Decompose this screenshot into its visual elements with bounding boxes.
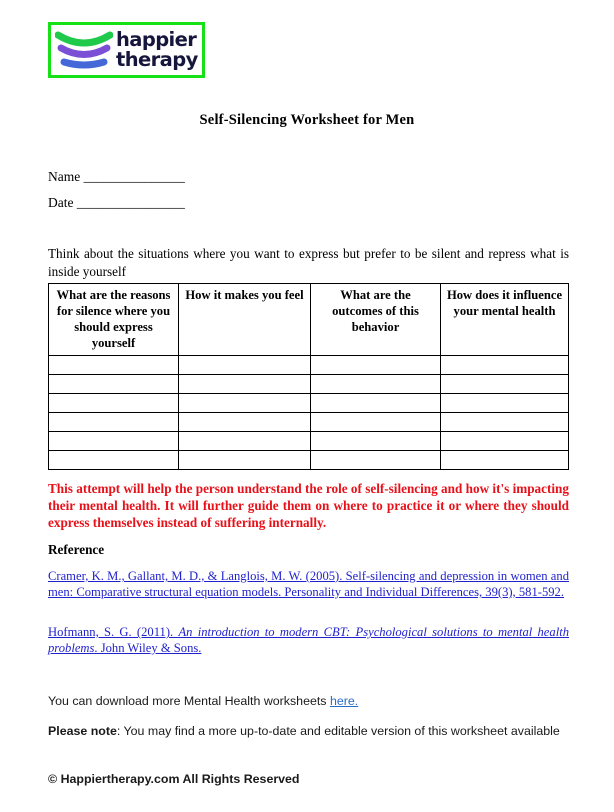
table-cell[interactable] <box>179 375 311 394</box>
name-field-line[interactable]: Name _______________ <box>48 169 185 184</box>
callout-paragraph: This attempt will help the person understand the role of self-silencing and how it's impacting their mental health. It will further guide them on where to practice it or where they should express themselves instead of suffering internally. <box>48 481 569 530</box>
table-header-health: How does it influence your mental health <box>441 284 569 356</box>
reference-heading: Reference <box>48 542 105 557</box>
table-row <box>49 432 569 451</box>
please-note-text: : You may find a more up-to-date and editable version of this worksheet available <box>116 724 560 738</box>
table-row <box>49 451 569 470</box>
reference-entry-1[interactable] <box>48 568 569 600</box>
table-cell[interactable] <box>49 394 179 413</box>
reference-link-1[interactable]: Cramer, K. M., Gallant, M. D., & Langlois, M. W. (2005). Self-silencing and depression in women and men: Comparative structural equation models. Personality and Individual Differences, 39(3), 581-592. <box>48 569 569 599</box>
download-note-text: You can download more Mental Health worksheets <box>48 694 330 708</box>
table-cell[interactable] <box>179 451 311 470</box>
logo-arcs-icon <box>55 27 113 73</box>
table-cell[interactable] <box>179 394 311 413</box>
copyright-text: © Happiertherapy.com All Rights Reserved <box>48 772 300 786</box>
table-row <box>49 375 569 394</box>
instruction-text: Think about the situations where you want to express but prefer to be silent and repress what is inside yourself <box>48 246 569 279</box>
table-cell[interactable] <box>311 356 441 375</box>
table-cell[interactable] <box>311 375 441 394</box>
self-silencing-table <box>48 283 569 470</box>
table-cell[interactable] <box>49 356 179 375</box>
table-cell[interactable] <box>49 375 179 394</box>
logo-word-happier: happier <box>116 28 197 51</box>
logo-word-therapy: therapy <box>116 48 198 71</box>
table-cell[interactable] <box>49 413 179 432</box>
table-cell[interactable] <box>179 413 311 432</box>
reference-link-2-pre[interactable]: Hofmann, S. G. (2011). <box>48 625 179 639</box>
table-cell[interactable] <box>179 356 311 375</box>
reference-entry-2[interactable] <box>48 624 569 656</box>
table-body <box>49 356 569 470</box>
page-title: Self-Silencing Worksheet for Men <box>199 112 415 128</box>
reference-link-2-post[interactable]: . John Wiley & Sons. <box>94 641 202 655</box>
table-cell[interactable] <box>311 413 441 432</box>
table-cell[interactable] <box>441 356 569 375</box>
reference-link-2-title[interactable]: An introduction to modern CBT: Psychological solutions to mental health problems <box>48 625 569 655</box>
table-cell[interactable] <box>441 432 569 451</box>
download-note <box>48 693 578 710</box>
table-cell[interactable] <box>441 451 569 470</box>
date-field-line[interactable]: Date ________________ <box>48 195 185 210</box>
logo-wordmark <box>116 30 198 70</box>
table-header-reasons: What are the reasons for silence where you should express yourself <box>49 284 179 356</box>
table-row <box>49 394 569 413</box>
table-cell[interactable] <box>49 451 179 470</box>
table-row <box>49 356 569 375</box>
table-cell[interactable] <box>311 394 441 413</box>
table-header-row <box>49 284 569 356</box>
table-cell[interactable] <box>311 432 441 451</box>
table-header-outcomes: What are the outcomes of this behavior <box>311 284 441 356</box>
download-here-link[interactable]: here. <box>329 694 359 708</box>
table-cell[interactable] <box>179 432 311 451</box>
table-cell[interactable] <box>441 394 569 413</box>
table-header-feel: How it makes you feel <box>179 284 311 356</box>
table-row <box>49 413 569 432</box>
table-cell[interactable] <box>311 451 441 470</box>
table-cell[interactable] <box>441 375 569 394</box>
table-cell[interactable] <box>441 413 569 432</box>
please-note-line <box>48 723 578 740</box>
please-note-label: Please note <box>48 724 117 738</box>
happier-therapy-logo <box>48 22 205 78</box>
table-cell[interactable] <box>49 432 179 451</box>
